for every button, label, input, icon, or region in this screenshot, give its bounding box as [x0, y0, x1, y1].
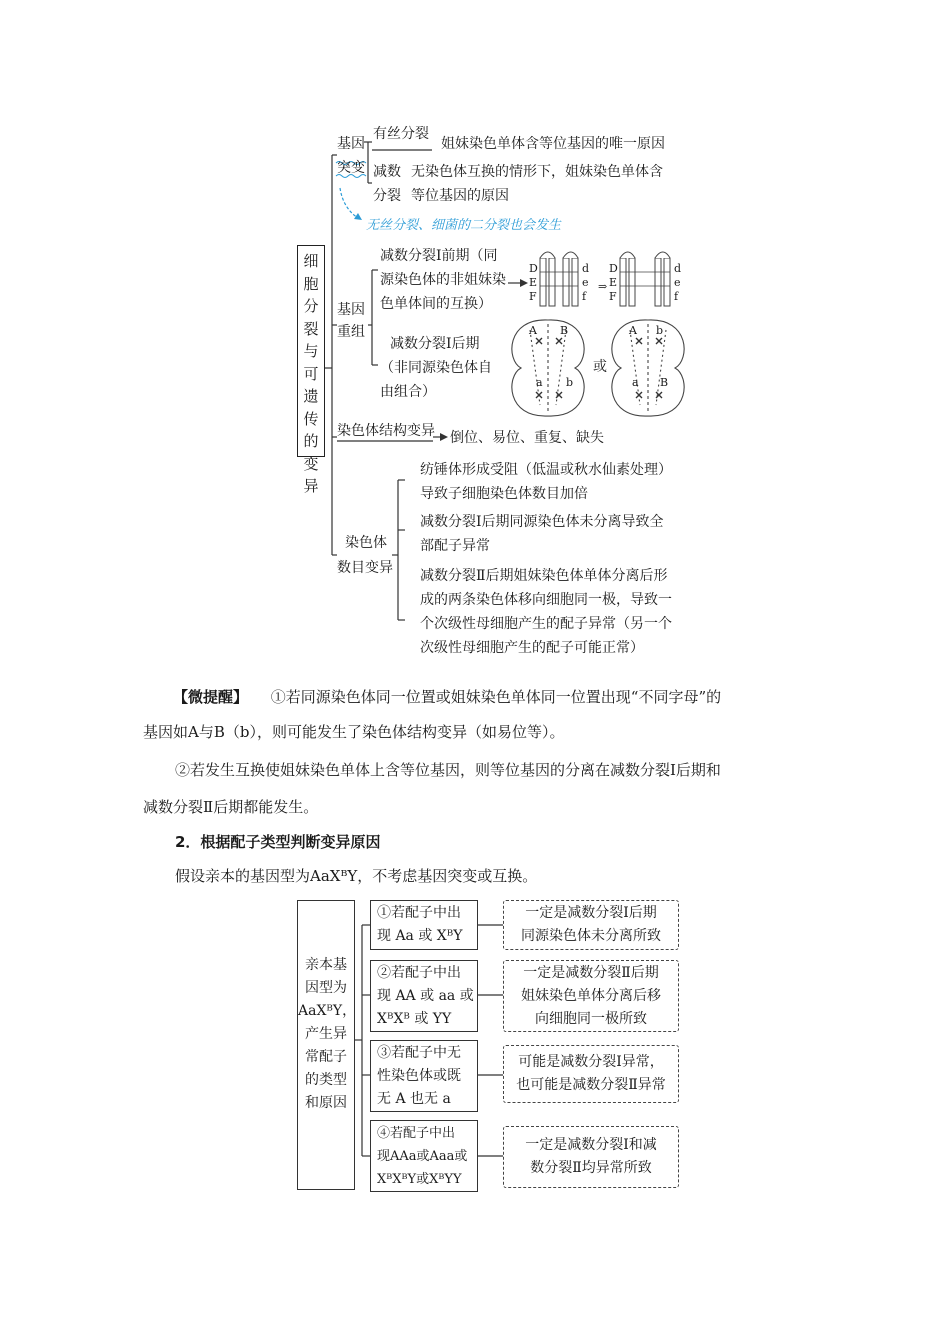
parent-line-2: 因型为 [305, 980, 347, 996]
number-item2-line2: 部配子异常 [420, 538, 490, 554]
case2-res-2: 姐妹染色单体分离后移 [521, 988, 661, 1004]
case2-condition [370, 960, 478, 1032]
case1-result [503, 900, 679, 950]
chrom2-letter-d: d [674, 262, 682, 275]
root-box [297, 245, 325, 495]
number-variation-label-2: 数目变异 [337, 560, 393, 576]
cell2-letter-A: A [629, 324, 637, 337]
parent-line-7: 和原因 [305, 1095, 347, 1111]
chrom2-letter-e: e [674, 276, 681, 289]
number-item3-line1: 减数分裂Ⅱ后期姐妹染色体单体分离后形 [420, 568, 668, 584]
or-text: 或 [593, 359, 607, 375]
cell1-letter-A: A [529, 324, 537, 337]
meiosis-text-2: 等位基因的原因 [411, 188, 509, 204]
tip-p2-line2: 减数分裂Ⅱ后期都能发生。 [143, 798, 319, 816]
chromosome-illustration [540, 252, 670, 306]
mitosis-text: 姐妹染色单体含等位基因的唯一原因 [441, 136, 665, 152]
tip-p2-line1: ②若发生互换使姐妹染色单体上含等位基因，则等位基因的分离在减数分裂Ⅰ后期和 [175, 761, 721, 779]
chrom2-letter-F: F [609, 290, 617, 303]
case1-res-1: 一定是减数分裂Ⅰ后期 [525, 905, 657, 921]
crossover-text-3: 色单体间的互换） [380, 296, 492, 312]
number-item1-line1: 纺锤体形成受阻（低温或秋水仙素处理） [420, 462, 672, 478]
handwritten-note: 无丝分裂、细菌的二分裂也会发生 [366, 218, 562, 233]
cell2-letter-B: B [660, 376, 669, 389]
chrom-letter-e: e [582, 276, 589, 289]
independent-text-2: （非同源染色体自 [380, 360, 492, 376]
chrom2-letter-D: D [609, 262, 618, 275]
tip-label: 【微提醒】 [173, 688, 249, 706]
chrom2-letter-E: E [609, 276, 618, 289]
case4-condition [370, 1120, 478, 1192]
case3-condition [370, 1040, 478, 1112]
case2-cond-1: ②若配子中出 [377, 965, 461, 981]
gene-recombination-label-1: 基因 [337, 302, 365, 318]
number-item3-line2: 成的两条染色体移向细胞同一极，导致一 [420, 592, 672, 608]
parent-line-6: 的类型 [305, 1072, 347, 1088]
number-item3-line4: 次级性母细胞产生的配子可能正常） [420, 640, 644, 656]
cell1-letter-b: b [566, 376, 574, 389]
number-item3-line3: 个次级性母细胞产生的配子异常（另一个 [420, 616, 672, 632]
gene-recombination-label-2: 重组 [337, 324, 365, 340]
parent-line-4: 产生异 [305, 1026, 347, 1042]
case4-cond-2: 现AAa或Aaa或 [377, 1149, 468, 1164]
chrom-letter-F: F [529, 290, 537, 303]
number-item2-line1: 减数分裂Ⅰ后期同源染色体未分离导致全 [420, 514, 664, 530]
chrom2-letter-f: f [674, 290, 679, 303]
chrom-letter-D: D [529, 262, 538, 275]
parent-line-3: AaXᴮY， [298, 1003, 357, 1019]
case2-cond-3: XᴮXᴮ 或 YY [377, 1011, 452, 1027]
gene-mutation-label-1: 基因 [337, 136, 365, 152]
section2-intro: 假设亲本的基因型为AaXᴮY，不考虑基因突变或互换。 [175, 867, 538, 885]
case4-cond-3: XᴮXᴮY或XᴮYY [377, 1172, 462, 1187]
parent-line-1: 亲本基 [305, 957, 347, 973]
tip-p1-line2: 基因如A与B（b），则可能发生了染色体结构变异（如易位等）。 [143, 723, 565, 741]
parent-box [297, 900, 355, 1190]
case4-res-1: 一定是减数分裂Ⅰ和减 [525, 1137, 657, 1153]
case1-condition [370, 900, 478, 950]
independent-text-1: 减数分裂Ⅰ后期 [390, 336, 480, 352]
chrom-letter-f: f [582, 290, 587, 303]
case3-res-1: 可能是减数分裂Ⅰ异常， [518, 1054, 664, 1070]
gene-mutation-label-2: 突变 [337, 160, 365, 176]
number-variation-label-1: 染色体 [345, 535, 387, 551]
meiosis-text-1: 无染色体互换的情形下，姐妹染色单体含 [411, 164, 663, 180]
case1-cond-2: 现 Aa 或 XᴮY [377, 928, 463, 944]
cell1-letter-B: B [560, 324, 569, 337]
case3-result [503, 1045, 679, 1103]
independent-text-3: 由组合） [380, 384, 436, 400]
svg-text:⇒: ⇒ [598, 280, 608, 293]
chrom-letter-d: d [582, 262, 590, 275]
meiosis-label-1: 减数 [373, 164, 401, 180]
case3-res-2: 也可能是减数分裂Ⅱ异常 [516, 1077, 666, 1093]
case4-result [503, 1126, 679, 1188]
number-item1-line2: 导致子细胞染色体数目加倍 [420, 486, 588, 502]
parent-line-5: 常配子 [305, 1049, 347, 1065]
cell1-letter-a: a [536, 376, 543, 389]
case2-res-3: 向细胞同一极所致 [535, 1011, 647, 1027]
crossover-text-2: 源染色体的非姐妹染 [380, 272, 506, 288]
structure-variation-label: 染色体结构变异 [337, 423, 435, 439]
chrom-letter-E: E [529, 276, 538, 289]
structure-variation-types: 倒位、易位、重复、缺失 [450, 430, 604, 446]
case1-res-2: 同源染色体未分离所致 [521, 928, 661, 944]
tip-p1-line1: ①若同源染色体同一位置或姐妹染色单体同一位置出现“不同字母”的 [270, 688, 722, 706]
meiosis-label-2: 分裂 [373, 188, 401, 204]
section2-heading: 2．根据配子类型判断变异原因 [175, 833, 381, 851]
case2-result [503, 960, 679, 1032]
cell2-letter-b: b [656, 324, 664, 337]
root-label: 细胞分裂与可遗传的变异 [303, 252, 319, 495]
case2-cond-2: 现 AA 或 aa 或 [377, 988, 474, 1004]
tip-line-1 [143, 685, 807, 709]
case3-cond-1: ③若配子中无 [377, 1045, 461, 1061]
mitosis-label: 有丝分裂 [373, 126, 429, 142]
case4-cond-1: ④若配子中出 [377, 1126, 456, 1141]
crossover-text-1: 减数分裂Ⅰ前期（同 [380, 248, 498, 264]
case1-cond-1: ①若配子中出 [377, 905, 461, 921]
cell2-letter-a: a [632, 376, 639, 389]
case2-res-1: 一定是减数分裂Ⅱ后期 [523, 965, 659, 981]
case4-res-2: 数分裂Ⅱ均异常所致 [530, 1160, 652, 1176]
case3-cond-2: 性染色体或既 [377, 1068, 461, 1084]
case3-cond-3: 无 A 也无 a [377, 1091, 451, 1107]
